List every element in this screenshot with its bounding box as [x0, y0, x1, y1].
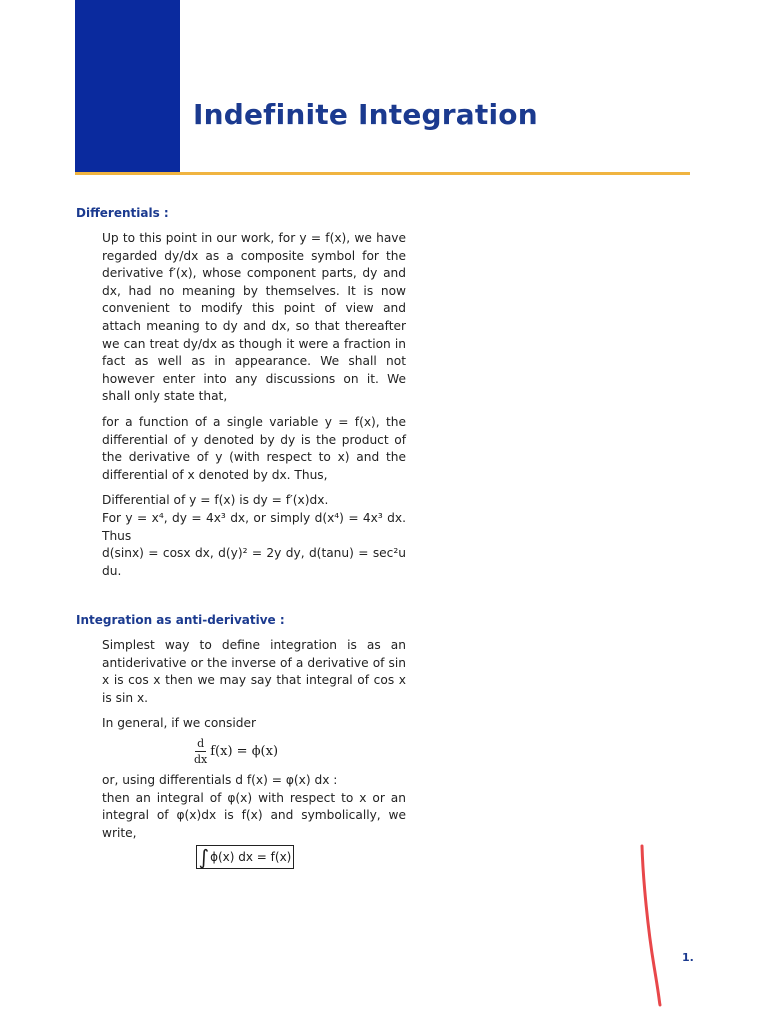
paragraph: Simplest way to define integration is as an antiderivative or the inverse of a derivative of sin x is cos x then we may say that integral of cos x is sin x. — [102, 638, 406, 705]
boxed-integral-formula — [196, 845, 294, 869]
integral-sign: ∫ — [198, 845, 210, 869]
derivative-formula — [194, 733, 278, 769]
header-color-block — [75, 0, 180, 172]
integration-text-continued — [102, 772, 406, 842]
formula-expression: f(x) = ϕ(x) — [210, 743, 279, 759]
red-pen-mark — [630, 840, 670, 1010]
paragraph: In general, if we consider — [102, 716, 257, 731]
differentials-text — [102, 230, 406, 580]
paragraph: then an integral of φ(x) with respect to x or an integral of φ(x)dx is f(x) and symbolically, we write, — [102, 790, 406, 840]
integral-expression: ϕ(x) dx = f(x) — [210, 850, 292, 864]
paragraph: Up to this point in our work, for y = f(x), we have regarded dy/dx as a composite symbol for the derivative f′(x), whose component parts, dy and dx, had no meaning by themselves. It is now convenient to modify this point of view and attach meaning to dy and dx, so that thereafter we can treat dy/dx as though it were a fraction in fact as well as in appearance. We shall not however enter into any discussions on it. We shall only state that, — [102, 231, 406, 404]
section-heading-integration: Integration as anti-derivative : — [76, 613, 285, 627]
title-underline — [75, 172, 690, 175]
page-number: 1. — [682, 951, 694, 964]
page-title: Indefinite Integration — [193, 98, 538, 131]
paragraph: d(sinx) = cosx dx, d(y)² = 2y dy, d(tanu) = sec²u du. — [102, 546, 406, 578]
paragraph: For y = x⁴, dy = 4x³ dx, or simply d(x⁴) = 4x³ dx. Thus — [102, 510, 406, 543]
section-heading-differentials: Differentials : — [76, 206, 169, 220]
derivative-fraction — [194, 737, 207, 766]
fraction-numerator: d — [197, 736, 205, 750]
paragraph: Differential of y = f(x) is dy = f′(x)dx. — [102, 493, 329, 508]
fraction-denominator: dx — [194, 752, 208, 766]
paragraph: or, using differentials d f(x) = φ(x) dx : — [102, 773, 338, 787]
integration-text — [102, 637, 406, 733]
paragraph: for a function of a single variable y = f(x), the differential of y denoted by dy is the product of the derivative of y (with respect to x) and the differential of x denoted by dx. Thus, — [102, 414, 406, 482]
